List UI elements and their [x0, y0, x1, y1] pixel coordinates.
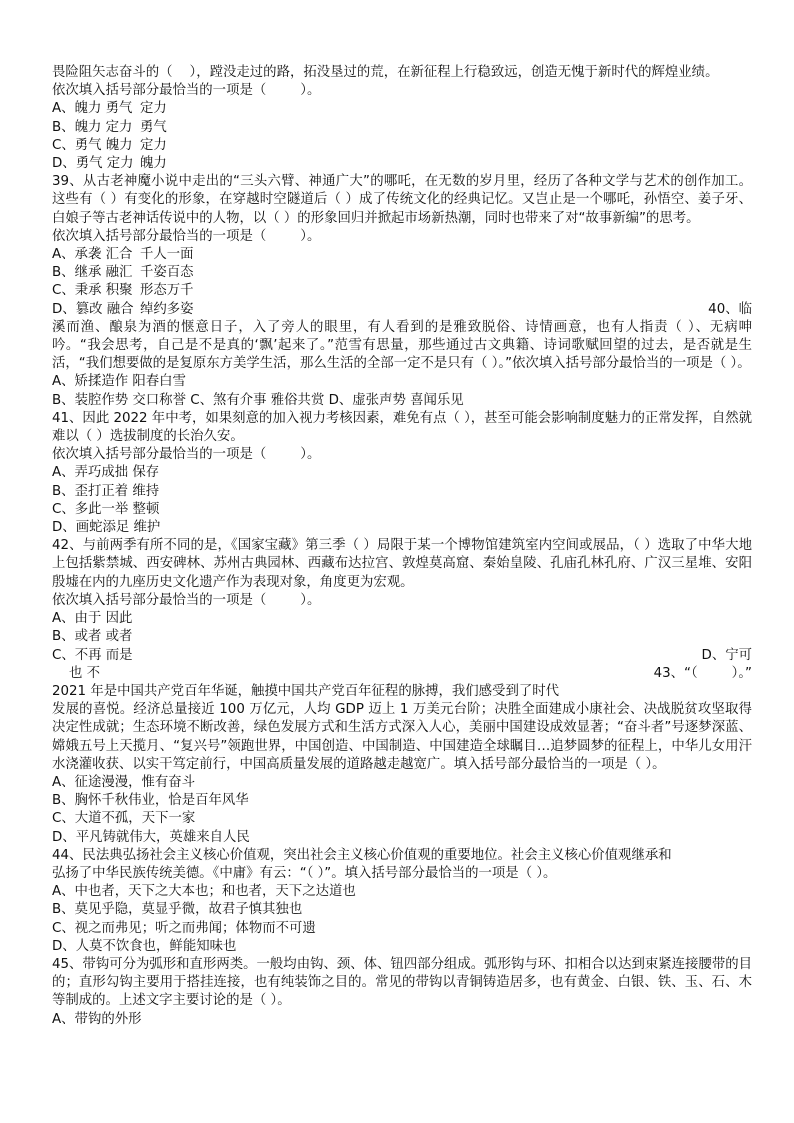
q39-option-c: C、秉承 积聚 形态万千: [52, 283, 194, 299]
q40-number: 40、临: [708, 301, 752, 317]
q44-option-d: D、人莫不饮食也，鲜能知味也: [52, 938, 237, 954]
q43-number: 43、“（ ）。”: [653, 665, 752, 681]
q38-option-a: A、魄力 勇气 定力: [52, 101, 167, 117]
q42-option-d-row: [52, 665, 752, 683]
q44-line2: 弘扬了中华民族传统美德。《中庸》有云：“（ ）”。填入括号部分最恰当的一项是（ ）。: [52, 865, 557, 881]
q44-option-a: A、中也者，天下之大本也；和也者，天下之达道也: [52, 884, 356, 900]
q42-option-d-end: 也 不: [52, 665, 101, 681]
q43-option-b: B、胸怀千秋伟业，恰是百年风华: [52, 793, 249, 809]
q42-option-a: A、由于 因此: [52, 611, 133, 627]
q43-option-c: C、大道不孤，天下一家: [52, 811, 196, 827]
q39-option-d: D、篡改 融合 绰约多姿: [52, 301, 194, 317]
q44-option-b: B、莫见乎隐，莫显乎微，故君子慎其独也: [52, 902, 303, 918]
q38-option-d: D、勇气 定力 魄力: [52, 156, 167, 172]
q41-stem: 41、因此 2022 年中考，如果刻意的加入视力考核因素，难免有点（ ），甚至可能会影响制度魅力的正常发挥，自然就难以（ ）选拔制度的长治久安。: [52, 410, 752, 445]
q42-stem: 42、与前两季有所不同的是，《国家宝藏》第三季（ ）局限于某一个博物馆建筑室内空间或展品，（ ）选取了中华大地上包括紫禁城、西安碑林、苏州古典园林、西藏布达拉宫、敦煌莫高窟、秦始皇陵、孔庙孔林孔府、广汉三星堆、安阳殷墟在内的九座历史文化遗产作为表现对象，角度更为宏观。: [52, 538, 752, 590]
q42-option-cd-row: [52, 647, 752, 665]
q38-prompt: 依次填入括号部分最恰当的一项是（ ）。: [52, 83, 321, 99]
q43-stem: 发展的喜悦。经济总量接近 100 万亿元，人均 GDP 迈上 1 万美元台阶；决胜全面建成小康社会、决战脱贫攻坚取得决定性成就；生态环境不断改善，绿色发展方式和生活方式深入人心，美丽中国建设成效显著；“奋斗者”号逐梦深蓝、嫦娥五号上天揽月、“复兴号”领跑世界，中国创造、中国制造、中国建造全球瞩目…追梦圆梦的征程上，中华儿女用汗水浇灌收获、以实干笃定前行，中国高质量发展的道路越走越宽广。填入括号部分最恰当的一项是（ ）。: [52, 702, 752, 772]
q40-stem: 溪而渔、酿泉为酒的惬意日子，入了旁人的眼里，有人看到的是雅致脱俗、诗情画意，也有人指责（ ）、无病呻吟。“我会思考，自己是不是真的‘飘’起来了。”范雪有思量，那些通过古文典籍、诗词歌赋回望的过去，是否就是生活，“我们想要做的是复原东方美学生活，那么生活的全部一定不是只有（ ）。”依次填入括号部分最恰当的一项是（ ）。: [52, 319, 752, 372]
q39-option-d-row: [52, 301, 752, 319]
q43-option-a: A、征途漫漫，惟有奋斗: [52, 774, 196, 790]
q38-option-b: B、魄力 定力 勇气: [52, 119, 167, 135]
q43-line1: 2021 年是中国共产党百年华诞，触摸中国共产党百年征程的脉搏，我们感受到了时代: [52, 683, 560, 699]
q40-option-a: A、矫揉造作 阳春白雪: [52, 374, 186, 390]
q41-option-a: A、弄巧成拙 保存: [52, 465, 160, 481]
q44-option-c: C、视之而弗见；听之而弗闻；体物而不可遗: [52, 920, 316, 936]
q39-stem: 39、从古老神魔小说中走出的“三头六臂、神通广大”的哪吒，在无数的岁月里，经历了各种文学与艺术的创作加工。这些有（ ）有变化的形象，在穿越时空隧道后（ ）成了传统文化的经典记忆。又岂止是一个哪吒，孙悟空、姜子牙、白娘子等古老神话传说中的人物，以（ ）的形象回归并掀起市场新热潮，同时也带来了对“故事新编”的思考。: [52, 174, 752, 226]
exam-page: [52, 64, 752, 1029]
q39-option-b: B、继承 融汇 千姿百态: [52, 265, 194, 281]
q42-option-c: C、不再 而是: [52, 647, 133, 663]
q42-option-d-start: D、宁可: [701, 647, 752, 663]
q39-prompt: 依次填入括号部分最恰当的一项是（ ）。: [52, 228, 321, 244]
q41-prompt: 依次填入括号部分最恰当的一项是（ ）。: [52, 447, 321, 463]
q39-option-a: A、承袭 汇合 千人一面: [52, 247, 194, 263]
q41-option-d: D、画蛇添足 维护: [52, 520, 161, 536]
q44-line1: 44、民法典弘扬社会主义核心价值观，突出社会主义核心价值观的重要地位。社会主义核心价值观继承和: [52, 847, 672, 863]
q38-stem-tail: 畏险阻矢志奋斗的（ ），蹚没走过的路，拓没垦过的荒，在新征程上行稳致远，创造无愧于新时代的辉煌业绩。: [52, 65, 719, 80]
q38-option-c: C、勇气 魄力 定力: [52, 137, 167, 153]
q41-option-b: B、歪打正着 维持: [52, 483, 160, 499]
q45-stem: 45、带钩可分为弧形和直形两类。一般均由钩、颈、体、钮四部分组成。弧形钩与环、扣相合以达到束紧连接腰带的目的；直形勾钩主要用于搭挂连接，也有纯装饰之目的。常见的带钩以青铜铸造居多，也有黄金、白银、铁、玉、石、木等制成的。上述文字主要讨论的是（ ）。: [52, 956, 752, 1009]
q43-option-d: D、平凡铸就伟大，英雄来自人民: [52, 829, 250, 845]
q42-option-b: B、或者 或者: [52, 629, 133, 645]
q45-option-a: A、带钩的外形: [52, 1011, 142, 1027]
q41-option-c: C、多此一举 整顿: [52, 501, 160, 517]
q40-option-bcd: B、装腔作势 交口称誉 C、煞有介事 雅俗共赏 D、虚张声势 喜闻乐见: [52, 392, 464, 408]
q42-prompt: 依次填入括号部分最恰当的一项是（ ）。: [52, 592, 321, 608]
